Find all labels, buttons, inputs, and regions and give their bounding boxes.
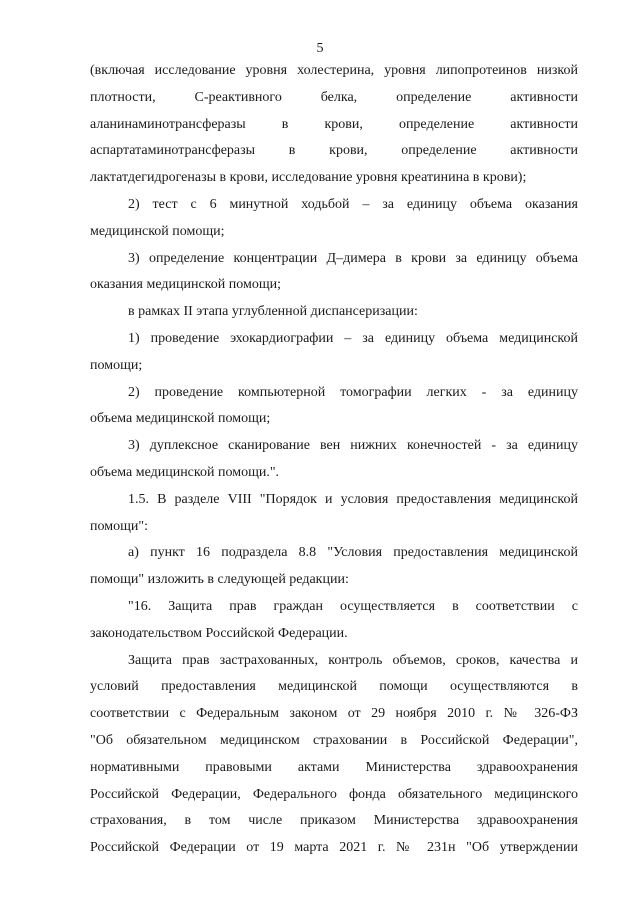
text-line: "Об обязательном медицинском страховании в Российской Федерации", [90, 733, 578, 748]
text-line: законодательством Российской Федерации. [90, 625, 348, 641]
text-line: помощи; [90, 357, 143, 373]
text-line: страхования, в том числе приказом Министерства здравоохранения [90, 813, 578, 829]
text-line: соответствии с Федеральным законом от 29 ноября 2010 г. № 326-ФЗ [90, 706, 578, 722]
text-line: аспартатаминотрансферазы в крови, определение активности [90, 143, 578, 159]
text-line: 2) проведение компьютерной томографии легких - за единицу [128, 384, 578, 400]
text-line: 1.5. В разделе VIII "Порядок и условия предоставления медицинской [128, 491, 578, 507]
page-number: 5 [316, 41, 324, 56]
text-line: лактатдегидрогеназы в крови, исследование уровня креатинина в крови); [90, 170, 527, 186]
text-line: аланинаминотрансферазы в крови, определение активности [90, 116, 578, 132]
text-line: условий предоставления медицинской помощи осуществляются в [90, 679, 578, 695]
text-line: в рамках II этапа углубленной диспансеризации: [128, 304, 418, 320]
text-line: нормативными правовыми актами Министерства здравоохранения [90, 759, 578, 775]
text-line: помощи": [90, 518, 148, 534]
text-line: 2) тест с 6 минутной ходьбой – за единицу объема оказания [128, 197, 578, 212]
text-line: 3) дуплексное сканирование вен нижних конечностей - за единицу [128, 438, 578, 454]
text-line: Российской Федерации от 19 марта 2021 г. № 231н "Об утверждении [90, 840, 578, 856]
text-line: оказания медицинской помощи; [90, 277, 281, 293]
text-line: 1) проведение эхокардиографии – за единицу объема медицинской [128, 331, 578, 346]
text-line: "16. Защита прав граждан осуществляется в соответствии с [128, 599, 578, 614]
text-line: объема медицинской помощи.". [90, 465, 280, 480]
text-line: помощи" изложить в следующей редакции: [90, 572, 349, 588]
text-line: Российской Федерации, Федерального фонда обязательного медицинского [90, 786, 578, 802]
text-line: 3) определение концентрации Д–димера в крови за единицу объема [128, 250, 578, 266]
text-line: а) пункт 16 подраздела 8.8 "Условия предоставления медицинской [128, 545, 578, 561]
text-line: плотности, С-реактивного белка, определение активности [90, 89, 578, 105]
text-line: медицинской помощи; [90, 223, 225, 239]
text-line: объема медицинской помощи; [90, 411, 271, 427]
text-line: (включая исследование уровня холестерина, уровня липопротеинов низкой [90, 63, 578, 78]
text-line: Защита прав застрахованных, контроль объемов, сроков, качества и [128, 652, 578, 668]
